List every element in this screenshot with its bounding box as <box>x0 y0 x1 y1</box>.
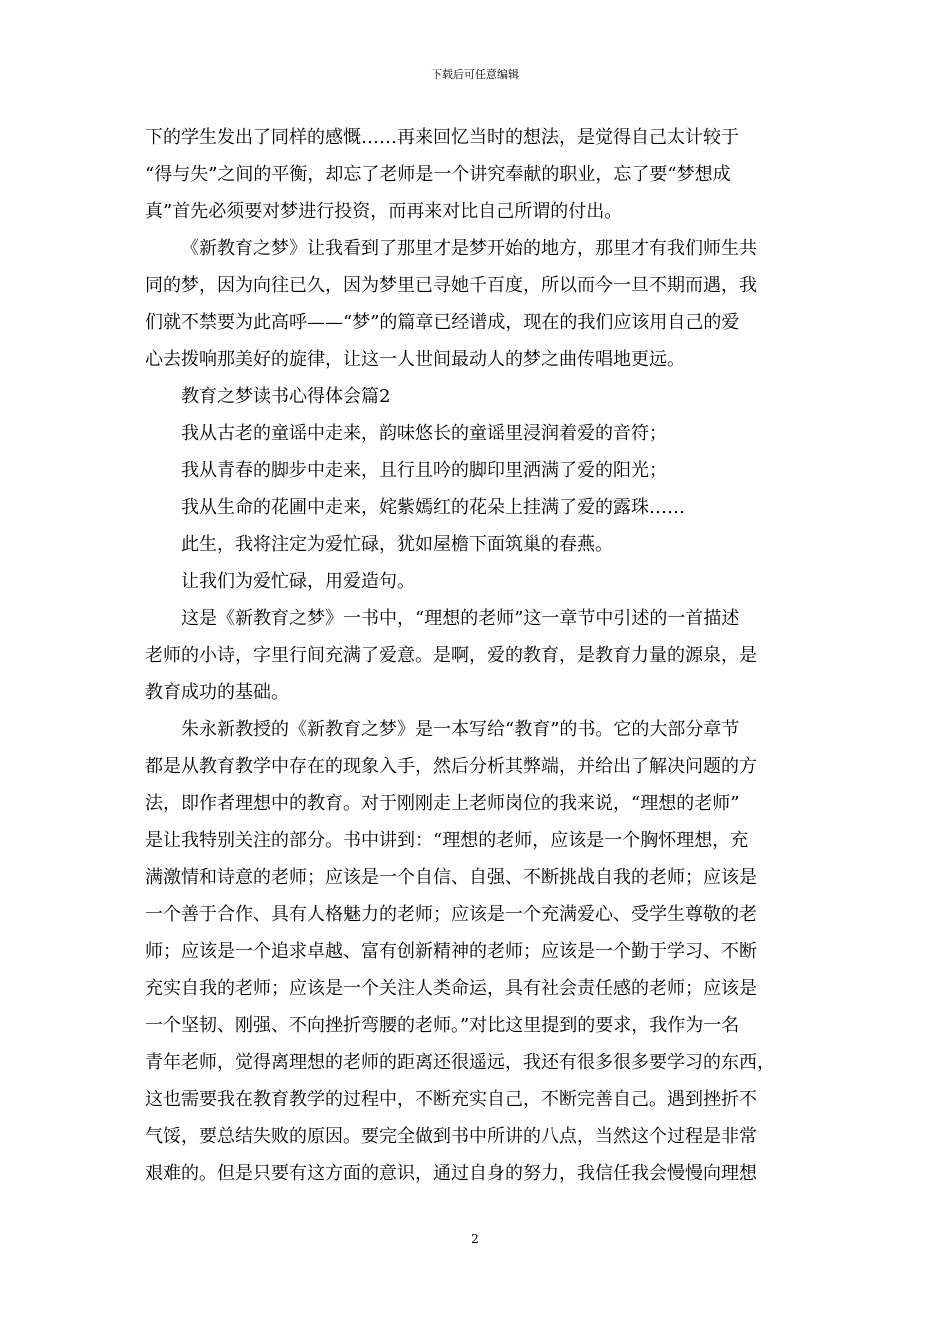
text-line: 一个善于合作、具有人格魅力的老师；应该是一个充满爱心、受学生尊敬的老 <box>145 904 757 925</box>
text-line: 青年老师，觉得离理想的老师的距离还很遥远，我还有很多很多要学习的东西， <box>145 1052 775 1073</box>
text-line: 心去拨响那美好的旋律，让这一人世间最动人的梦之曲传唱地更远。 <box>145 349 685 370</box>
text-line: 满激情和诗意的老师；应该是一个自信、自强、不断挑战自我的老师；应该是 <box>145 867 757 888</box>
text-line: 教育成功的基础。 <box>145 682 289 703</box>
text-line: 我从青春的脚步中走来，且行且吟的脚印里洒满了爱的阳光； <box>181 460 667 481</box>
text-line: 是让我特别关注的部分。书中讲到：“理想的老师，应该是一个胸怀理想，充 <box>145 830 749 851</box>
text-line: 《新教育之梦》让我看到了那里才是梦开始的地方，那里才有我们师生共 <box>181 238 757 259</box>
text-line: 老师的小诗，字里行间充满了爱意。是啊，爱的教育，是教育力量的源泉，是 <box>145 645 757 666</box>
text-line: 师；应该是一个追求卓越、富有创新精神的老师；应该是一个勤于学习、不断 <box>145 941 757 962</box>
page-footer <box>0 1232 950 1246</box>
text-line: 下的学生发出了同样的感慨……再来回忆当时的想法，是觉得自己太计较于 <box>145 127 739 148</box>
text-line: 这是《新教育之梦》一书中，“理想的老师”这一章节中引述的一首描述 <box>181 608 740 629</box>
page-number: 2 <box>471 1232 479 1246</box>
text-line: 朱永新教授的《新教育之梦》是一本写给“教育”的书。它的大部分章节 <box>181 719 740 740</box>
page-header <box>0 68 950 82</box>
text-line: 同的梦，因为向往已久，因为梦里已寻她千百度，所以而今一旦不期而遇，我 <box>145 275 757 296</box>
text-line: 这也需要我在教育教学的过程中，不断充实自己，不断完善自己。遇到挫折不 <box>145 1089 757 1110</box>
text-line: 们就不禁要为此高呼——“梦”的篇章已经谱成，现在的我们应该用自己的爱 <box>145 312 740 333</box>
text-line: 艰难的。但是只要有这方面的意识，通过自身的努力，我信任我会慢慢向理想 <box>145 1163 757 1184</box>
text-line: 让我们为爱忙碌，用爱造句。 <box>181 571 415 592</box>
text-line: “得与失”之间的平衡，却忘了老师是一个讲究奉献的职业，忘了要“梦想成 <box>145 164 731 185</box>
text-line: 一个坚韧、刚强、不向挫折弯腰的老师。”对比这里提到的要求，我作为一名 <box>145 1015 740 1036</box>
text-line: 气馁，要总结失败的原因。要完全做到书中所讲的八点，当然这个过程是非常 <box>145 1126 757 1147</box>
text-line: 都是从教育教学中存在的现象入手，然后分析其弊端，并给出了解决问题的方 <box>145 756 757 777</box>
text-line: 我从生命的花圃中走来，姹紫嫣红的花朵上挂满了爱的露珠…… <box>181 497 685 518</box>
text-line: 我从古老的童谣中走来，韵味悠长的童谣里浸润着爱的音符； <box>181 423 667 444</box>
text-line: 教育之梦读书心得体会篇2 <box>181 386 391 407</box>
text-line: 此生，我将注定为爱忙碌，犹如屋檐下面筑巢的春燕。 <box>181 534 613 555</box>
text-line: 法，即作者理想中的教育。对于刚刚走上老师岗位的我来说，“理想的老师” <box>145 793 740 814</box>
document-body <box>145 119 808 1192</box>
header-text: 下载后可任意编辑 <box>431 68 519 81</box>
text-line: 充实自我的老师；应该是一个关注人类命运，具有社会责任感的老师；应该是 <box>145 978 757 999</box>
text-line: 真”首先必须要对梦进行投资，而再来对比自己所谓的付出。 <box>145 201 623 222</box>
